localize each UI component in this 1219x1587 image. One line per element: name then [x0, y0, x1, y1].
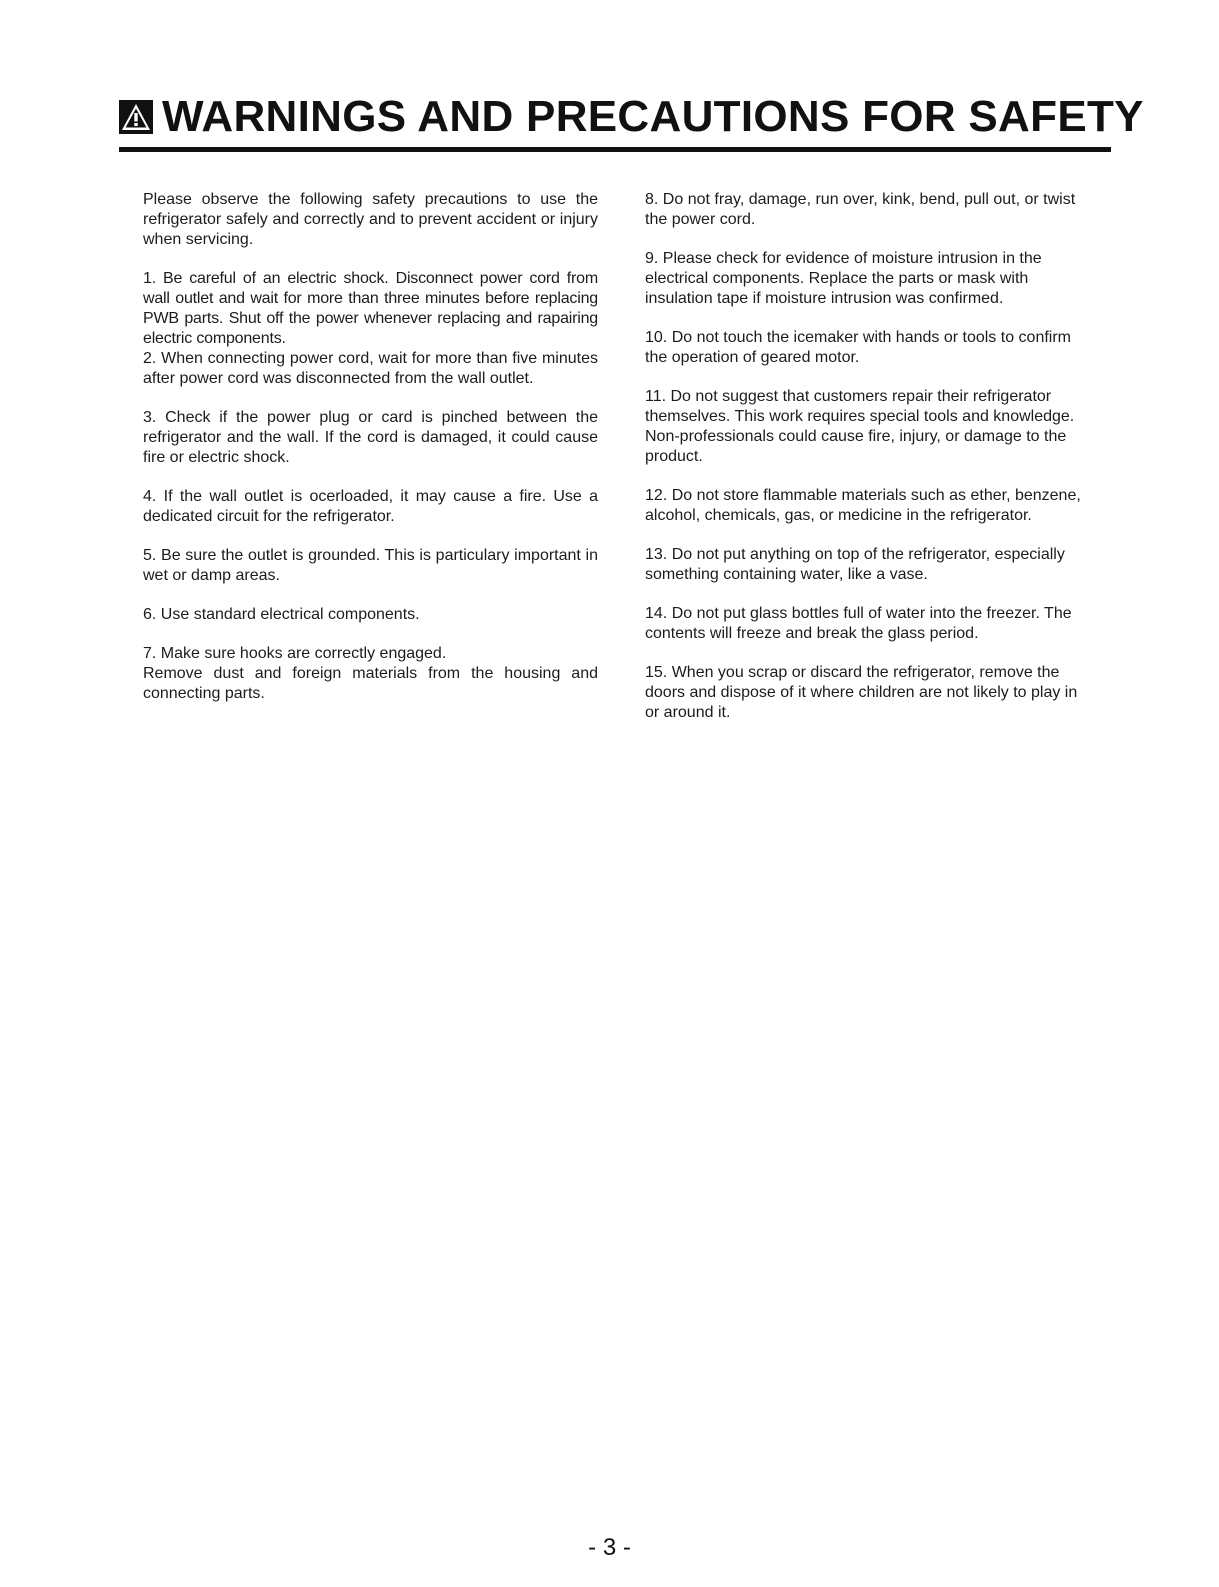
precaution-item-12: 12. Do not store flammable materials such as ether, benzene, alcohol, chemicals, gas, or medicine in the refrigerator.	[645, 487, 1081, 524]
precaution-item-10: 10. Do not touch the icemaker with hands or tools to confirm the operation of geared motor.	[645, 329, 1071, 366]
precaution-item-5: 5. Be sure the outlet is grounded. This is particulary important in wet or damp areas.	[143, 547, 598, 584]
page-number: - 3 -	[588, 1534, 631, 1561]
precaution-item-9: 9. Please check for evidence of moisture intrusion in the electrical components. Replace the parts or mask with insulation tape if moisture intrusion was confirmed.	[645, 250, 1042, 307]
precaution-item-1: 1. Be careful of an electric shock. Disconnect power cord from wall outlet and wait for more than three minutes before replacing PWB parts. Shut off the power whenever replacing and rapairing electric components.	[143, 270, 598, 347]
precaution-item-3: 3. Check if the power plug or card is pinched between the refrigerator and the wall. If the cord is damaged, it could cause fire or electric shock.	[143, 409, 598, 466]
precaution-item-2: 2. When connecting power cord, wait for more than five minutes after power cord was disconnected from the wall outlet.	[143, 350, 598, 387]
intro-paragraph: Please observe the following safety precautions to use the refrigerator safely and correctly and to prevent accident or injury when servicing.	[143, 191, 598, 248]
precaution-item-6: 6. Use standard electrical components.	[143, 606, 420, 623]
right-column	[645, 190, 1095, 723]
precaution-item-4: 4. If the wall outlet is ocerloaded, it may cause a fire. Use a dedicated circuit for the refrigerator.	[143, 488, 598, 525]
title-underline	[119, 147, 1111, 152]
page-header	[119, 92, 1144, 142]
precaution-item-7: 7. Make sure hooks are correctly engaged.	[143, 645, 447, 662]
page-title: WARNINGS AND PRECAUTIONS FOR SAFETY	[162, 92, 1144, 141]
precaution-item-7-continued: Remove dust and foreign materials from the housing and connecting parts.	[143, 665, 598, 702]
precaution-item-15: 15. When you scrap or discard the refrigerator, remove the doors and dispose of it where children are not likely to play in or around it.	[645, 664, 1078, 721]
left-column	[143, 190, 598, 704]
precaution-item-8: 8. Do not fray, damage, run over, kink, bend, pull out, or twist the power cord.	[645, 191, 1076, 228]
warning-triangle-icon	[119, 100, 153, 134]
precaution-item-13: 13. Do not put anything on top of the refrigerator, especially something containing water, like a vase.	[645, 546, 1065, 583]
precaution-item-11: 11. Do not suggest that customers repair their refrigerator themselves. This work requires special tools and knowledge. Non-professionals could cause fire, injury, or damage to the product.	[645, 388, 1075, 465]
precaution-item-14: 14. Do not put glass bottles full of water into the freezer. The contents will freeze and break the glass period.	[645, 605, 1072, 642]
